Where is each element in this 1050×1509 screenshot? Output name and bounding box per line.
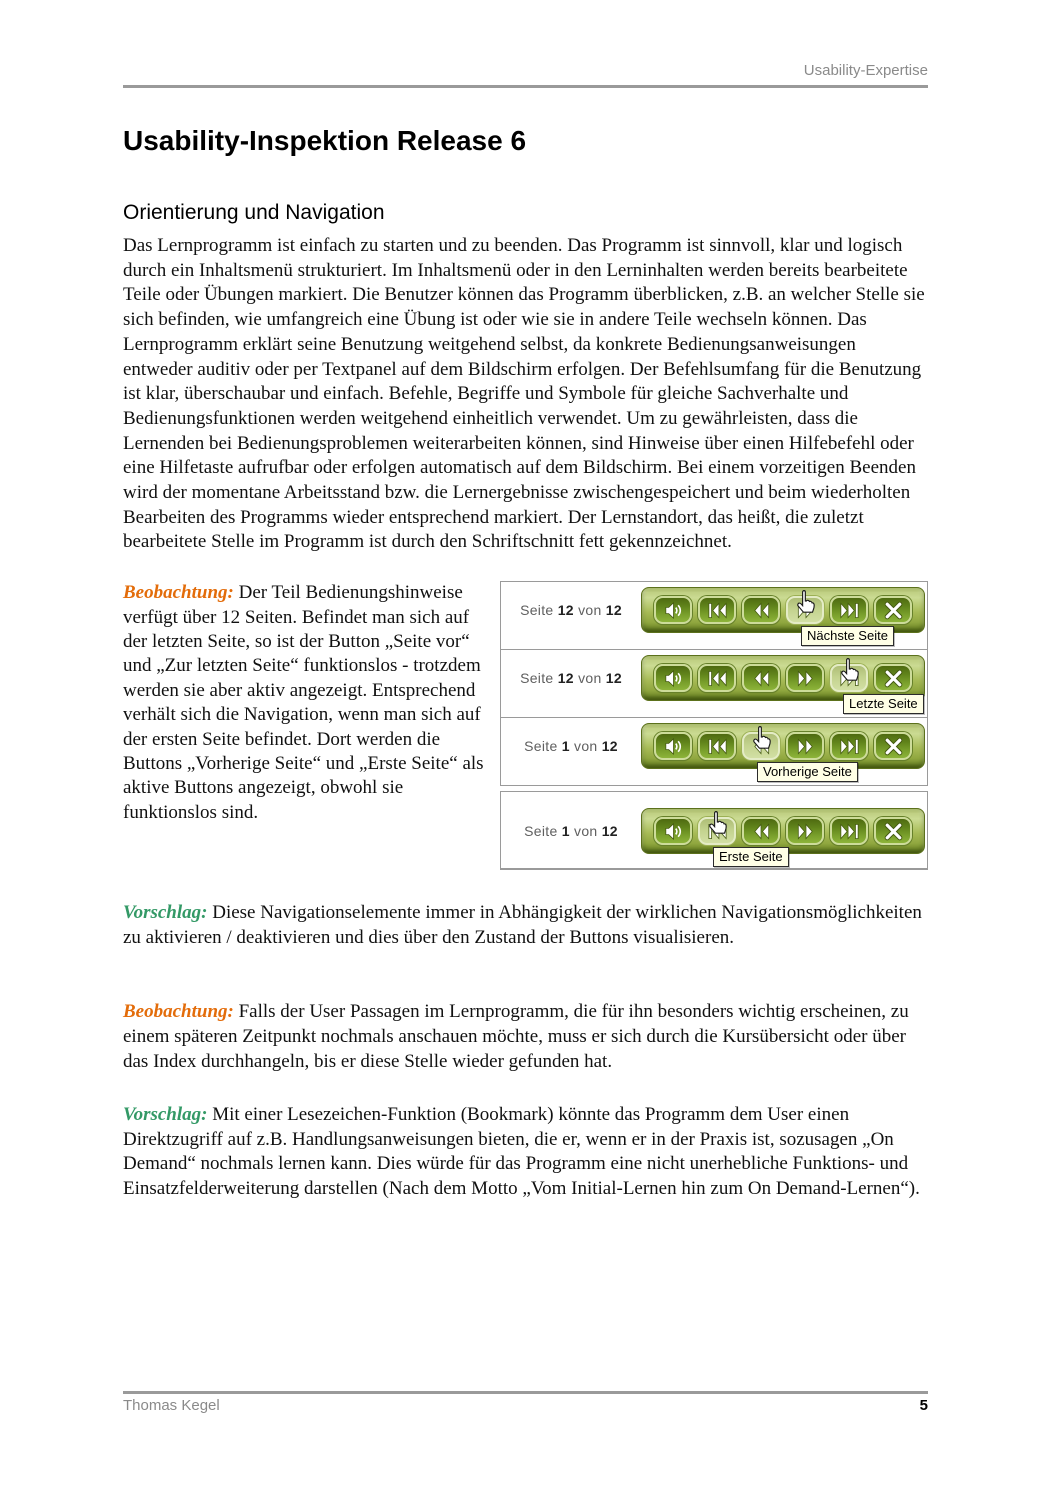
last-button[interactable] <box>830 596 868 624</box>
next-page-icon <box>792 820 819 843</box>
page-title: Usability-Inspektion Release 6 <box>123 125 527 156</box>
prev-button[interactable] <box>742 664 780 692</box>
observation2-label: Beobachtung: <box>123 1001 234 1023</box>
speaker-icon <box>660 667 687 690</box>
speaker-icon <box>660 820 687 843</box>
suggestion1-paragraph <box>123 901 928 950</box>
page-counter-label: Seite 12 von 12 <box>520 602 622 619</box>
audio-button[interactable] <box>654 596 692 624</box>
last-page-icon <box>836 820 863 843</box>
page-counter-label: Seite 12 von 12 <box>520 670 622 687</box>
page-counter-label: Seite 1 von 12 <box>524 738 618 755</box>
page-footer <box>123 1391 928 1414</box>
last-button[interactable] <box>830 817 868 845</box>
audio-button[interactable] <box>654 732 692 760</box>
close-icon <box>880 667 907 690</box>
close-button[interactable] <box>874 732 912 760</box>
speaker-icon <box>660 599 687 622</box>
prev-button[interactable] <box>742 596 780 624</box>
audio-button[interactable] <box>654 664 692 692</box>
close-icon <box>880 735 907 758</box>
next-button[interactable] <box>786 732 824 760</box>
hand-cursor-icon <box>836 658 861 683</box>
footer-page-number: 5 <box>919 1397 928 1414</box>
nav-screenshot-panel <box>500 791 928 870</box>
observation1-row <box>123 581 928 870</box>
section-heading: Orientierung und Navigation <box>123 201 385 224</box>
header-rule <box>123 85 928 88</box>
observation2-text: Falls der User Passagen im Lernprogramm, die für ihn besonders wichtig erscheinen, zu einem späteren Zeitpunkt nochmals anschauen möchte, muss er sich durch die Kursübersicht oder über das Index durchhangeln, bis er diese Stelle wieder gefunden hat. <box>123 1001 909 1072</box>
footer-author: Thomas Kegel <box>123 1397 220 1414</box>
observation1-paragraph <box>123 581 495 870</box>
first-button[interactable] <box>698 664 736 692</box>
page-counter-label: Seite 1 von 12 <box>524 823 618 840</box>
last-button[interactable] <box>830 732 868 760</box>
suggestion2-label: Vorschlag: <box>123 1104 208 1126</box>
suggestion2-paragraph <box>123 1103 928 1201</box>
suggestion2-text: Mit einer Lesezeichen-Funktion (Bookmark) könnte das Programm dem User einen Direktzugriff auf z.B. Handlungsanweisungen bieten, die er, wenn er in der Praxis ist, sozusagen „On Demand“ nochmals lernen kann. Dies würde für das Programm eine nicht unerhebliche Funktions- und Einsatzfelderweiterung darstellen (Nach dem Motto „Vom Initial-Lernen hin zum On Demand-Lernen“). <box>123 1104 920 1199</box>
prev-button[interactable] <box>742 817 780 845</box>
next-page-icon <box>792 735 819 758</box>
footer-rule <box>123 1391 928 1394</box>
next-button[interactable] <box>786 664 824 692</box>
first-page-icon <box>704 667 731 690</box>
tooltip: Erste Seite <box>713 847 789 867</box>
header-right-text: Usability-Expertise <box>803 62 928 79</box>
nav-screenshot-panel <box>500 581 928 650</box>
first-page-icon <box>704 599 731 622</box>
intro-paragraph: Das Lernprogramm ist einfach zu starten und zu beenden. Das Programm ist sinnvoll, klar und logisch durch ein Inhaltsmenü strukturiert. Im Inhaltsmenü oder in den Lerninhalten werden bereits bearbeitete Teile oder Übungen markiert. Die Benutzer können das Programm überblicken, z.B. an welcher Stelle sie sich befinden, wie umfangreich eine Übung ist oder wie sie in andere Teile wechseln können. Das Lernprogramm erklärt seine Benutzung weitgehend selbst, da konkrete Bedienungsanweisungen entweder auditiv oder per Textpanel auf dem Bildschirm erfolgen. Der Befehlsumfang für die Benutzung ist klar, überschaubar und einfach. Befehle, Begriffe und Symbole für gleiche Sachverhalte und Bedienungsfunktionen werden weitgehend einheitlich verwendet. Um zu gewährleisten, dass die Lernenden bei Bedienungsproblemen weiterarbeiten können, sind Hinweise über einen Hilfebefehl oder eine Hilfetaste aufrufbar oder erfolgen automatisch auf dem Bildschirm. Bei einem vorzeitigen Beenden wird der momentane Arbeitsstand bzw. die Lernergebnisse zwischengespeichert und beim wiederholten Bearbeiten des Programms wieder entsprechend markiert. Der Lernstandort, das heißt, die zuletzt bearbeitete Stelle im Programm ist durch den Schriftschnitt fett gekennzeichnet. <box>123 235 925 553</box>
first-button[interactable] <box>698 596 736 624</box>
nav-screenshot-panel <box>500 649 928 718</box>
speaker-icon <box>660 735 687 758</box>
close-icon <box>880 820 907 843</box>
last-page-icon <box>836 735 863 758</box>
suggestion1-label: Vorschlag: <box>123 902 208 924</box>
previous-page-icon <box>748 667 775 690</box>
next-button[interactable] <box>786 817 824 845</box>
hand-cursor-icon <box>748 726 773 751</box>
tooltip: Vorherige Seite <box>757 762 858 782</box>
observation1-text: Der Teil Bedienungshinweise verfügt über 12 Seiten. Befindet man sich auf der letzten Seite, so ist der Button „Seite vor“ und „Zur letzten Seite“ funktionslos - trotzdem werden sie aber aktiv angezeigt. Entsprechend verhält sich die Navigation, wenn man sich auf der ersten Seite befindet. Dort werden die Buttons „Vorherige Seite“ und „Erste Seite“ als aktive Buttons angezeigt, obwohl sie funktionslos sind. <box>123 582 484 823</box>
close-button[interactable] <box>874 664 912 692</box>
next-page-icon <box>792 667 819 690</box>
previous-page-icon <box>748 599 775 622</box>
tooltip: Letzte Seite <box>843 694 924 714</box>
first-page-icon <box>704 735 731 758</box>
hand-cursor-icon <box>792 590 817 615</box>
suggestion1-text: Diese Navigationselemente immer in Abhängigkeit der wirklichen Navigationsmöglichkeiten zu aktivieren / deaktivieren und dies über den Zustand der Buttons visualisieren. <box>123 902 922 948</box>
observation1-label: Beobachtung: <box>123 582 234 604</box>
tooltip: Nächste Seite <box>801 626 894 646</box>
first-button[interactable] <box>698 732 736 760</box>
close-button[interactable] <box>874 596 912 624</box>
navigation-screenshots <box>500 581 928 870</box>
close-button[interactable] <box>874 817 912 845</box>
page-header <box>123 62 928 88</box>
previous-page-icon <box>748 820 775 843</box>
audio-button[interactable] <box>654 817 692 845</box>
last-page-icon <box>836 599 863 622</box>
hand-cursor-icon <box>704 811 729 836</box>
close-icon <box>880 599 907 622</box>
observation2-paragraph <box>123 1000 928 1074</box>
nav-screenshot-panel <box>500 717 928 786</box>
